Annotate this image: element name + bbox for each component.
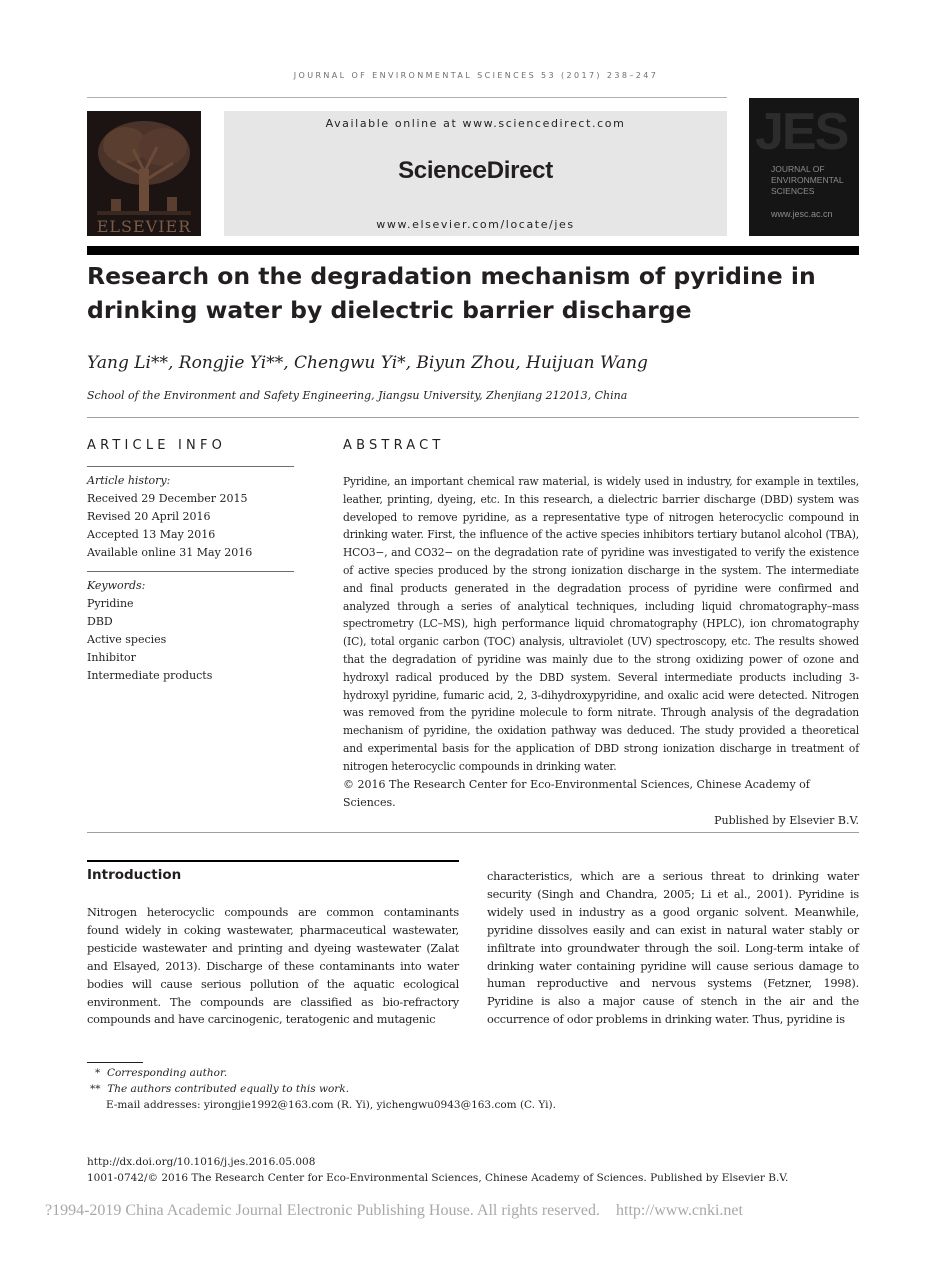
history-accepted: Accepted 13 May 2016 xyxy=(87,528,216,541)
footnote-equal-contribution: ** The authors contributed equally to this work. xyxy=(90,1083,350,1095)
sciencedirect-banner xyxy=(224,111,727,236)
keywords-label: Keywords: xyxy=(87,579,146,592)
introduction-rule xyxy=(87,860,459,862)
history-online: Available online 31 May 2016 xyxy=(87,546,253,559)
masthead-rule xyxy=(87,246,859,255)
article-history xyxy=(87,490,252,562)
introduction-left-column: Nitrogen heterocyclic compounds are common contaminants found widely in coking wastewater, pharmaceutical wastewater, pesticide wastewater and printing and dyeing wastewater (Zalat and Elsayed, 2013). Discharge of these contaminants into water bodies will cause serious pollution of the aquatic ecological environment. The compounds are classified as bio-refractory compounds and have carcinogenic, teratogenic and mutagenic xyxy=(87,906,459,1027)
history-revised: Revised 20 April 2016 xyxy=(87,510,211,523)
keywords-rule xyxy=(87,571,294,572)
title-rule xyxy=(87,417,859,418)
issn-line: 1001-0742/© 2016 The Research Center for Eco-Environmental Sciences, Chinese Academy of Sciences. Published by Elsevier B.V. xyxy=(87,1172,789,1184)
doi-block xyxy=(87,1154,788,1186)
footnote-corresponding: * Corresponding author. xyxy=(95,1067,228,1079)
keyword: Pyridine xyxy=(87,597,134,610)
abstract-rule xyxy=(87,832,859,833)
cover-journal-name: JOURNAL OF ENVIRONMENTAL SCIENCES xyxy=(771,164,844,196)
elsevier-wordmark: ELSEVIER xyxy=(96,217,192,236)
available-online-text: Available online at www.sciencedirect.com xyxy=(325,117,626,130)
keyword: Inhibitor xyxy=(87,651,136,664)
abstract-heading: ABSTRACT xyxy=(343,438,445,453)
author-list: Yang Li**, Rongjie Yi**, Chengwu Yi*, Biyun Zhou, Huijuan Wang xyxy=(87,353,648,373)
article-info-rule xyxy=(87,466,294,467)
introduction-heading: Introduction xyxy=(87,867,182,883)
cover-abbrev: JES xyxy=(755,103,848,161)
header-rule xyxy=(87,97,727,98)
sciencedirect-logo: ScienceDirect xyxy=(398,157,553,184)
article-info-heading: ARTICLE INFO xyxy=(87,438,227,453)
cover-website: www.jesc.ac.cn xyxy=(771,209,833,219)
affiliation: School of the Environment and Safety Engineering, Jiangsu University, Zhenjiang 212013, China xyxy=(87,389,628,402)
journal-cover xyxy=(749,98,859,236)
keyword-list xyxy=(87,595,212,685)
keyword: Intermediate products xyxy=(87,669,213,682)
journal-url[interactable]: www.elsevier.com/locate/jes xyxy=(376,218,575,231)
history-label: Article history: xyxy=(87,474,171,487)
abstract-copyright: © 2016 The Research Center for Eco-Environmental Sciences, Chinese Academy of Sciences. Published by Elsevier B.V. xyxy=(343,778,859,827)
keyword: Active species xyxy=(87,633,167,646)
article-title: Research on the degradation mechanism of pyridine in drinking water by dielectric barrier discharge xyxy=(87,262,816,324)
doi-link[interactable]: http://dx.doi.org/10.1016/j.jes.2016.05.008 xyxy=(87,1156,316,1168)
keyword: DBD xyxy=(87,615,113,628)
introduction-right-column: characteristics, which are a serious threat to drinking water security (Singh and Chandra, 2005; Li et al., 2001). Pyridine is widely used in industry as a good organic solvent. Meanwhile, pyridine dissolves easily and can exist in natural water stably or infiltrate into groundwater through the soil. Long-term intake of drinking water containing pyridine will cause serious damage to human reproductive and nervous systems (Fetzner, 1998). Pyridine is also a major cause of stench in the air and the occurrence of odor problems in drinking water. Thus, pyridine is xyxy=(487,870,859,1027)
running-head: JOURNAL OF ENVIRONMENTAL SCIENCES 53 (2017) 238–247 xyxy=(293,71,659,80)
history-received: Received 29 December 2015 xyxy=(87,492,248,505)
cnki-watermark: ?1994-2019 China Academic Journal Electronic Publishing House. All rights reserved. http://www.cnki.net xyxy=(45,1202,743,1219)
abstract-text: Pyridine, an important chemical raw material, is widely used in industry, for example in textiles, leather, printing, dyeing, etc. In this research, a dielectric barrier discharge (DBD) system was developed to remove pyridine, as a representative type of nitrogen heterocyclic compound in drinking water. First, the influence of the active species inhibitors tertiary butanol alcohol (TBA), HCO3−, and CO32− on the degradation rate of pyridine was investigated to verify the existence of active species produced by the strong ionization discharge in the system. The intermediate and final products generated in the degradation process of pyridine were confirmed and analyzed through a series of analytical techniques, including liquid chromatography–mass spectrometry (LC–MS), high performance liquid chromatography (HPLC), ion chromatography (IC), total organic carbon (TOC) analysis, ultraviolet (UV) spectroscopy, etc. The results showed that the degradation of pyridine was mainly due to the strong oxidizing power of ozone and hydroxyl radical produced by the DBD system. Several intermediate products including 3-hydroxyl pyridine, fumaric acid, 2, 3-dihydroxypyridine, and oxalic acid were detected. Nitrogen was removed from the pyridine molecule to form nitrate. Through analysis of the degradation mechanism of pyridine, the oxidation pathway was deduced. The study provided a theoretical and experimental basis for the application of DBD strong ionization discharge in treatment of nitrogen heterocyclic compounds in drinking water. xyxy=(343,475,859,773)
footnote-email: E-mail addresses: yirongjie1992@163.com (R. Yi), yichengwu0943@163.com (C. Yi). xyxy=(106,1099,556,1111)
elsevier-tree-logo xyxy=(87,111,201,236)
footnote-rule xyxy=(87,1062,143,1063)
